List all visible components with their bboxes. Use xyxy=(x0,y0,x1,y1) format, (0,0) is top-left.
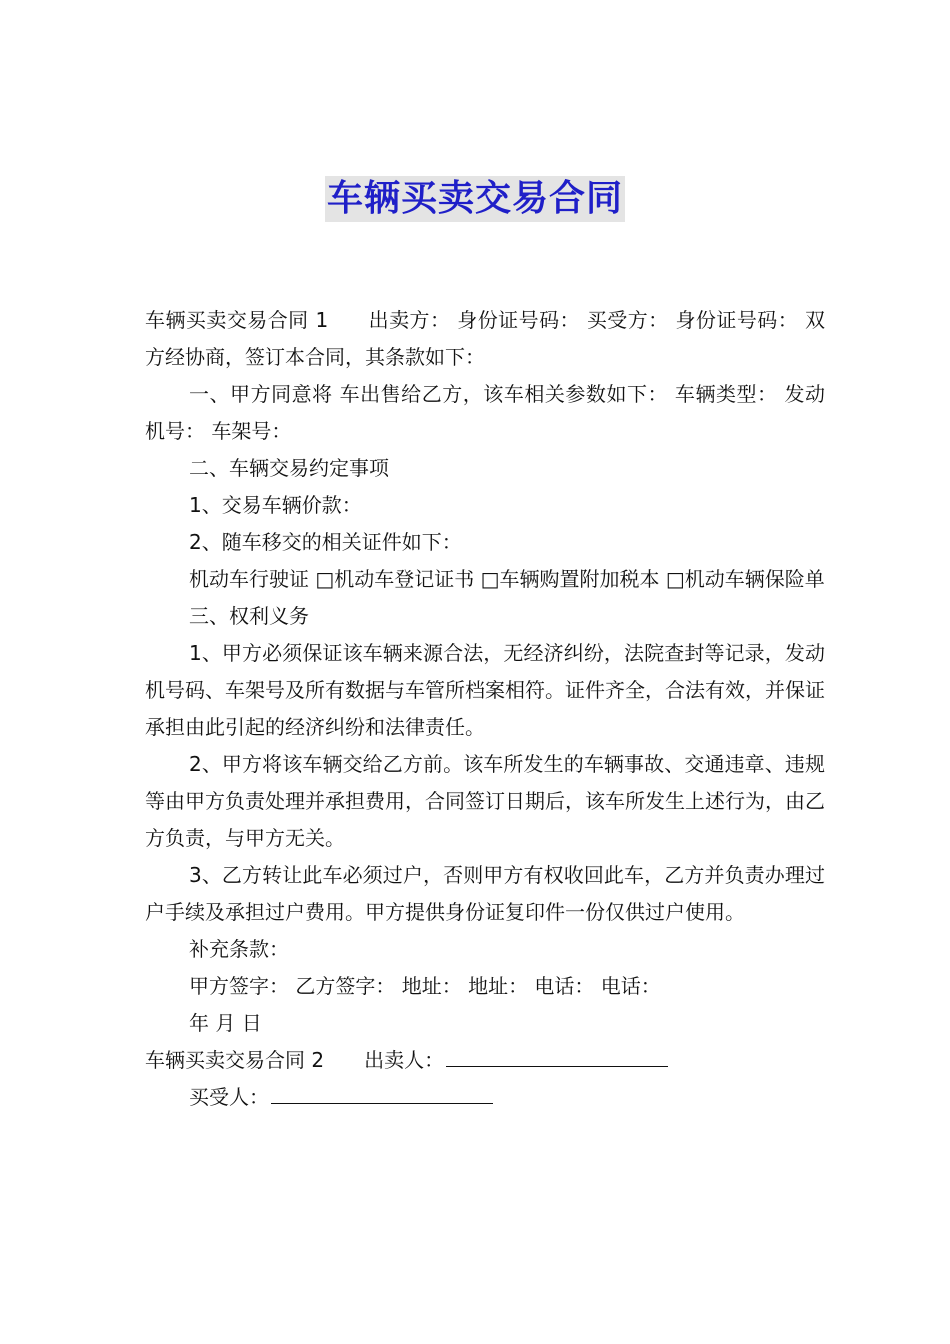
clause3-title: 三、权利义务 xyxy=(189,604,309,628)
clause2-title: 二、车辆交易约定事项 xyxy=(189,456,389,480)
documents-list: 机动车行驶证 □机动车登记证书 □车辆购置附加税本 □机动车辆保险单 xyxy=(189,567,825,591)
clause3-item1: 1、甲方必须保证该车辆来源合法，无经济纠纷，法院查封等记录，发动机号码、车架号及所有数据与车管所档案相符。证件齐全，合法有效，并保证承担由此引起的经济纠纷和法律责任。 xyxy=(145,641,825,739)
buyer-blank xyxy=(271,1085,493,1104)
contract1-parties: 出卖方： 身份证号码： 买受方： 身份证号码： 双方经协商，签订本合同，其条款如下： xyxy=(145,308,825,369)
buyer-label: 买受人： xyxy=(189,1085,269,1109)
clause3-item2: 2、甲方将该车辆交给乙方前。该车所发生的车辆事故、交通违章、违规等由甲方负责处理并承担费用，合同签订日期后，该车所发生上述行为，由乙方负责，与甲方无关。 xyxy=(145,752,825,850)
contract1-heading: 车辆买卖交易合同 1 xyxy=(145,308,329,332)
document-body xyxy=(145,302,825,1116)
document-title: 车辆买卖交易合同 xyxy=(325,176,625,222)
date-line: 年 月 日 xyxy=(189,1011,262,1035)
signature-line: 甲方签字： 乙方签字： 地址： 地址： 电话： 电话： xyxy=(189,974,661,998)
seller-blank xyxy=(446,1048,668,1067)
contract2-buyer-line xyxy=(145,1079,825,1116)
seller-label: 出卖人： xyxy=(364,1048,445,1072)
clause1: 一、甲方同意将 车出售给乙方，该车相关参数如下： 车辆类型： 发动机号： 车架号： xyxy=(145,382,825,443)
title-container xyxy=(0,176,950,222)
contract2-heading: 车辆买卖交易合同 2 xyxy=(145,1048,325,1072)
supplement-clause: 补充条款： xyxy=(189,937,289,961)
contract2-seller-line xyxy=(145,1042,825,1079)
clause2-item1: 1、交易车辆价款： xyxy=(189,493,362,517)
clause2-item2: 2、随车移交的相关证件如下： xyxy=(189,530,462,554)
contract1-intro xyxy=(145,302,825,376)
clause3-item3: 3、乙方转让此车必须过户，否则甲方有权收回此车，乙方并负责办理过户手续及承担过户费用。甲方提供身份证复印件一份仅供过户使用。 xyxy=(145,863,825,924)
